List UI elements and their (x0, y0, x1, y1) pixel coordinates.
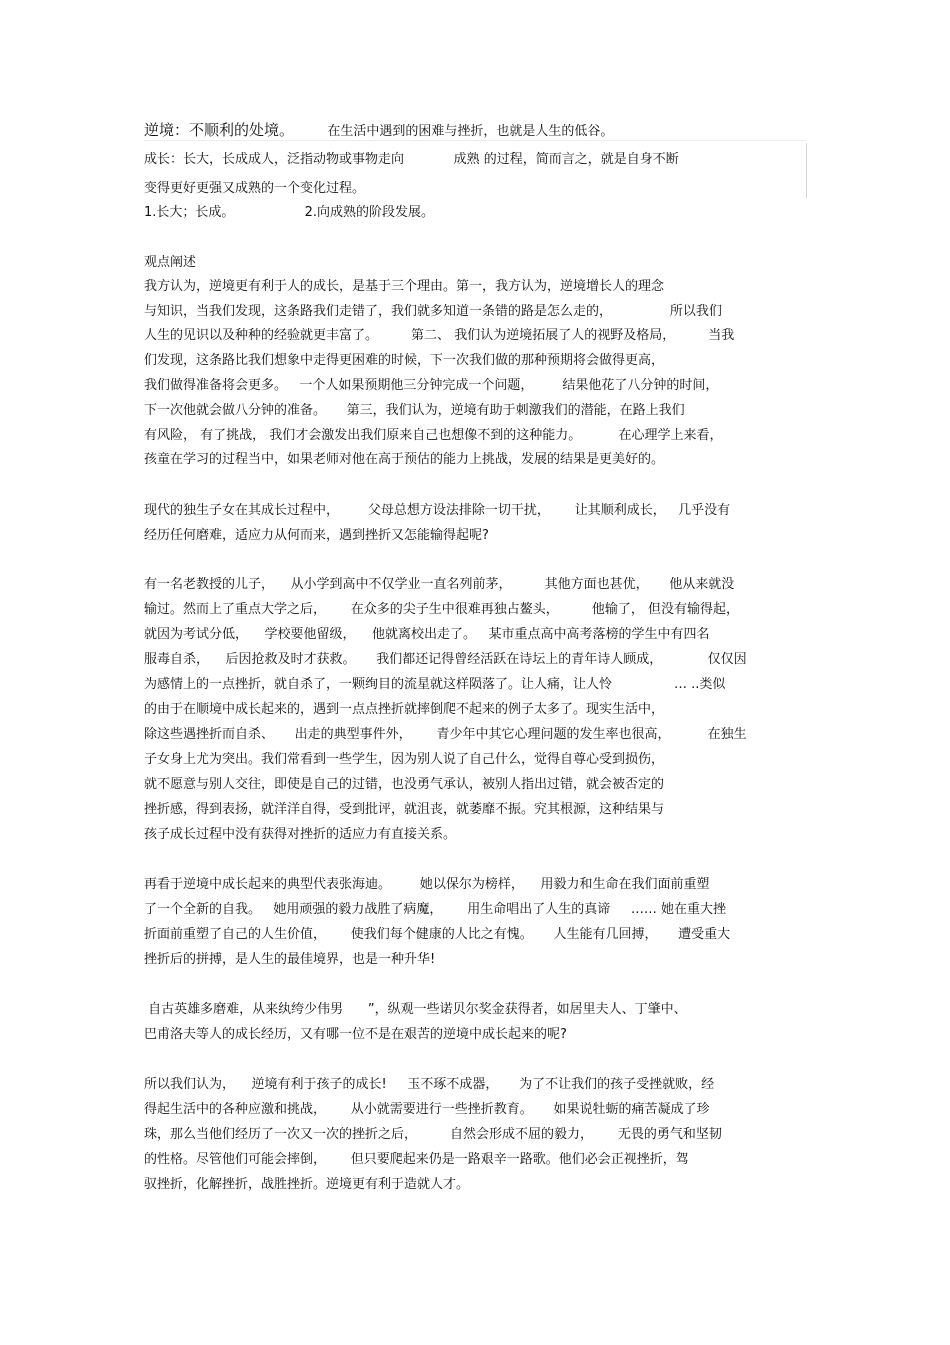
paragraph-line: 人生的见识以及种种的经验就更丰富了。 第二、 我们认为逆境拓展了人的视野及格局， 当我 (144, 328, 735, 343)
paragraph-line: 就不愿意与别人交往，即使是自己的过错，也没勇气承认，被别人指出过错，就会被否定的 (144, 777, 665, 792)
paragraph-line: 为感情上的一点挫折，就自杀了，一颗绚目的流星就这样陨落了。让人痛，让人怜 … ..类似 (144, 677, 726, 692)
paragraph-line: 所以我们认为， 逆境有利于孩子的成长! 玉不琢不成器， 为了不让我们的孩子受挫就败，经 (144, 1077, 715, 1092)
adversity-description: 在生活中遇到的困难与挫折，也就是人生的低谷。 (327, 124, 614, 139)
paragraph-line: 我们做得准备将会更多。 一个人如果预期他三分钟完成一个问题， 结果他花了八分钟的时间， (144, 378, 719, 393)
paragraph-line: 们发现，这条路比我们想象中走得更困难的时候，下一次我们做的那种预期将会做得更高， (144, 353, 665, 368)
paragraph-line: 挫折感，得到表扬，就洋洋自得，受到批评，就沮丧，就萎靡不振。究其根源，这种结果与 (144, 802, 665, 817)
section-heading: 观点阐述 (144, 255, 197, 270)
paragraph-line: 子女身上尤为突出。我们常看到一些学生，因为别人说了自己什么，觉得自尊心受到损伤， (144, 752, 665, 767)
paragraph-line: 我方认为，逆境更有利于人的成长，是基于三个理由。第一，我方认为，逆境增长人的理念 (144, 279, 665, 294)
paragraph-line: 了一个全新的自我。 她用顽强的毅力战胜了病魔， 用生命唱出了人生的真谛 …… 她在重大挫 (144, 902, 726, 917)
paragraph-line: 巴甫洛夫等人的成长经历，又有哪一位不是在艰苦的逆境中成长起来的呢? (144, 1027, 567, 1042)
paragraph-line: 孩子成长过程中没有获得对挫折的适应力有直接关系。 (144, 827, 457, 842)
growth-definition-line: 变得更好更强又成熟的一个变化过程。 (144, 181, 366, 196)
paragraph-line: 自古英雄多磨难，从来纨绔少伟男 ”，纵观一些诺贝尔奖金获得者，如居里夫人、丁肇中、 (144, 1002, 687, 1017)
paragraph-line: 有风险， 有了挑战， 我们才会激发出我们原来自己也想像不到的这种能力。 在心理学上来看， (144, 428, 723, 443)
paragraph-line: 除这些遇挫折而自杀、 出走的典型事件外， 青少年中其它心理问题的发生率也很高， 在独生 (144, 727, 747, 742)
paragraph-line: 折面前重塑了自己的人生价值， 使我们每个健康的人比之有愧。 人生能有几回搏， 遭受重大 (144, 927, 731, 942)
adversity-definition (144, 120, 613, 142)
paragraph-line: 再看于逆境中成长起来的典型代表张海迪。 她以保尔为榜样， 用毅力和生命在我们面前重塑 (144, 877, 710, 892)
vertical-rule (806, 143, 807, 198)
paragraph-line: 珠，那么当他们经历了一次又一次的挫折之后， 自然会形成不屈的毅力， 无畏的勇气和坚韧 (144, 1127, 722, 1142)
paragraph-line: 与知识，当我们发现，这条路我们走错了，我们就多知道一条错的路是怎么走的， 所以我们 (144, 304, 722, 319)
paragraph-line: 服毒自杀， 后因抢救及时才获救。 我们都还记得曾经活跃在诗坛上的青年诗人顾成， 仅仅因 (144, 652, 747, 667)
paragraph-line: 下一次他就会做八分钟的准备。 第三，我们认为，逆境有助于刺激我们的潜能，在路上我们 (144, 403, 685, 418)
paragraph-line: 挫折后的拼搏，是人生的最佳境界，也是一种升华! (144, 952, 436, 967)
paragraph-line: 的性格。尽管他们可能会摔倒， 但只要爬起来仍是一路艰辛一路歌。他们必会正视挫折，驾 (144, 1152, 689, 1167)
paragraph-line: 现代的独生子女在其成长过程中， 父母总想方设法排除一切干扰， 让其顺利成长， 几乎没有 (144, 503, 731, 518)
paragraph-line: 驭挫折，化解挫折，战胜挫折。逆境更有利于造就人才。 (144, 1177, 470, 1192)
paragraph-line: 就因为考试分低， 学校要他留级， 他就离校出走了。 某市重点高中高考落榜的学生中有四名 (144, 627, 710, 642)
growth-definition-line: 1.长大；长成。 2.向成熟的阶段发展。 (144, 205, 435, 220)
paragraph-line: 输过。然而上了重点大学之后， 在众多的尖子生中很难再独占鳌头， 他输了， 但没有输得起， (144, 602, 739, 617)
growth-definition-line: 成长：长大，长成成人，泛指动物或事物走向 成熟 的过程，简而言之，就是自身不断 (144, 152, 679, 167)
paragraph-line: 得起生活中的各种应激和挑战， 从小就需要进行一些挫折教育。 如果说牡蛎的痛苦凝成了珍 (144, 1102, 710, 1117)
paragraph-line: 的由于在顺境中成长起来的，遇到一点点挫折就摔倒爬不起来的例子太多了。现实生活中， (144, 702, 665, 717)
paragraph-line: 经历任何磨难，适应力从何而来，遇到挫折又怎能输得起呢? (144, 528, 489, 543)
adversity-term: 逆境：不顺利的处境。 (144, 121, 295, 139)
paragraph-line: 孩童在学习的过程当中，如果老师对他在高于预估的能力上挑战，发展的结果是更美好的。 (144, 452, 665, 467)
paragraph-line: 有一名老教授的儿子， 从小学到高中不仅学业一直名列前茅， 其他方面也甚优， 他从来就没 (144, 577, 735, 592)
